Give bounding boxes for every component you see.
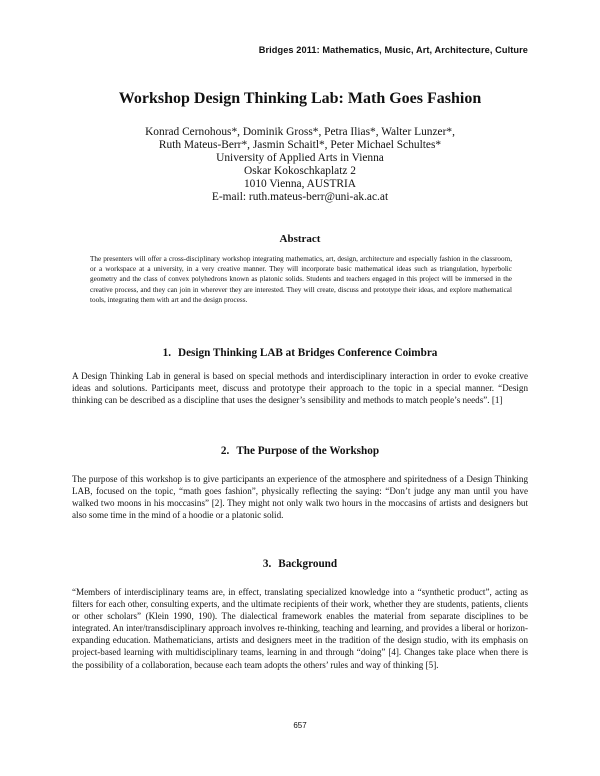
section-title: The Purpose of the Workshop — [236, 445, 380, 457]
section-2-paragraph: The purpose of this workshop is to give participants an experience of the atmosphere and spiritedness of a Design Thinking LAB, focused on the topic, “math goes fashion”, physically reflecting the saying: “Don’t judge any man until you have walked two moons in his moccasins” [2]. They might not only walk two hours in the moccasins of artists and designers but also some time in the mind of a hoodie or a platonic solid. — [72, 474, 528, 521]
section-title: Background — [278, 558, 338, 570]
section-number: 2. — [220, 445, 230, 457]
page-number: 657 — [293, 721, 307, 730]
running-head: Bridges 2011: Mathematics, Music, Art, Architecture, Culture — [258, 45, 528, 55]
section-heading-3 — [0, 558, 600, 570]
abstract-text: The presenters will offer a cross-disciplinary workshop integrating mathematics, art, design, architecture and especially fashion in the classroom, or a workspace at a university, in a very creative manner. They will incorporate basic mathematical ideas such as triangulation, hyperbolic geometry and the class of convex polyhedrons known as platonic solids. Students and teachers engaged in this project will be immersed in the creative process, and they can join in wherever they are interested. They will create, discuss and prototype their ideas, and explore mathematical tools, integrating them with art and the design process. — [90, 255, 512, 304]
address-line: 1010 Vienna, AUSTRIA — [243, 178, 357, 191]
author-line: Ruth Mateus-Berr*, Jasmin Schaitl*, Peter Michael Schultes* — [158, 139, 442, 152]
author-block — [0, 126, 600, 205]
section-1-paragraph: A Design Thinking Lab in general is based on special methods and interdisciplinary interaction in order to evoke creative ideas and solutions. Participants meet, discuss and prototype their approach to the topic in a special manner. “Design thinking can be described as a discipline that uses the designer’s sensibility and methods to match people’s needs”. [1] — [72, 371, 528, 406]
author-line: Konrad Cernohous*, Dominik Gross*, Petra Ilias*, Walter Lunzer*, — [145, 126, 455, 138]
section-number: 3. — [262, 558, 272, 570]
address-line: Oskar Kokoschkaplatz 2 — [244, 165, 356, 178]
affiliation-line: University of Applied Arts in Vienna — [216, 152, 384, 165]
paper-title: Workshop Design Thinking Lab: Math Goes Fashion — [118, 90, 482, 107]
email-line: E-mail: ruth.mateus-berr@uni-ak.ac.at — [211, 191, 389, 204]
section-heading-2 — [0, 445, 600, 457]
section-title: Design Thinking LAB at Bridges Conference Coimbra — [177, 347, 438, 359]
section-heading-1 — [0, 347, 600, 359]
abstract-heading: Abstract — [279, 233, 321, 245]
section-3-paragraph: “Members of interdisciplinary teams are, in effect, translating specialized knowledge into a “synthetic product”, acting as filters for each other, consulting experts, and the ultimate recipients of their work, whether they are students, patients, clients or other scholars” (Klein 1990, 190). The dialectical framework enables the material from separate disciplines to be integrated. An inter/transdisciplinary approach involves re-thinking, teaching and learning, and provides a liberal or horizon-expanding education. Mathematicians, artists and designers meet in the tradition of the design studio, with its emphasis on project-based learning with multidisciplinary teams, learning in and through “doing” [4]. Changes take place when there is the possibility of a collaboration, because each team adopts the others’ rules and way of thinking [5]. — [72, 587, 528, 670]
section-number: 1. — [162, 347, 171, 359]
